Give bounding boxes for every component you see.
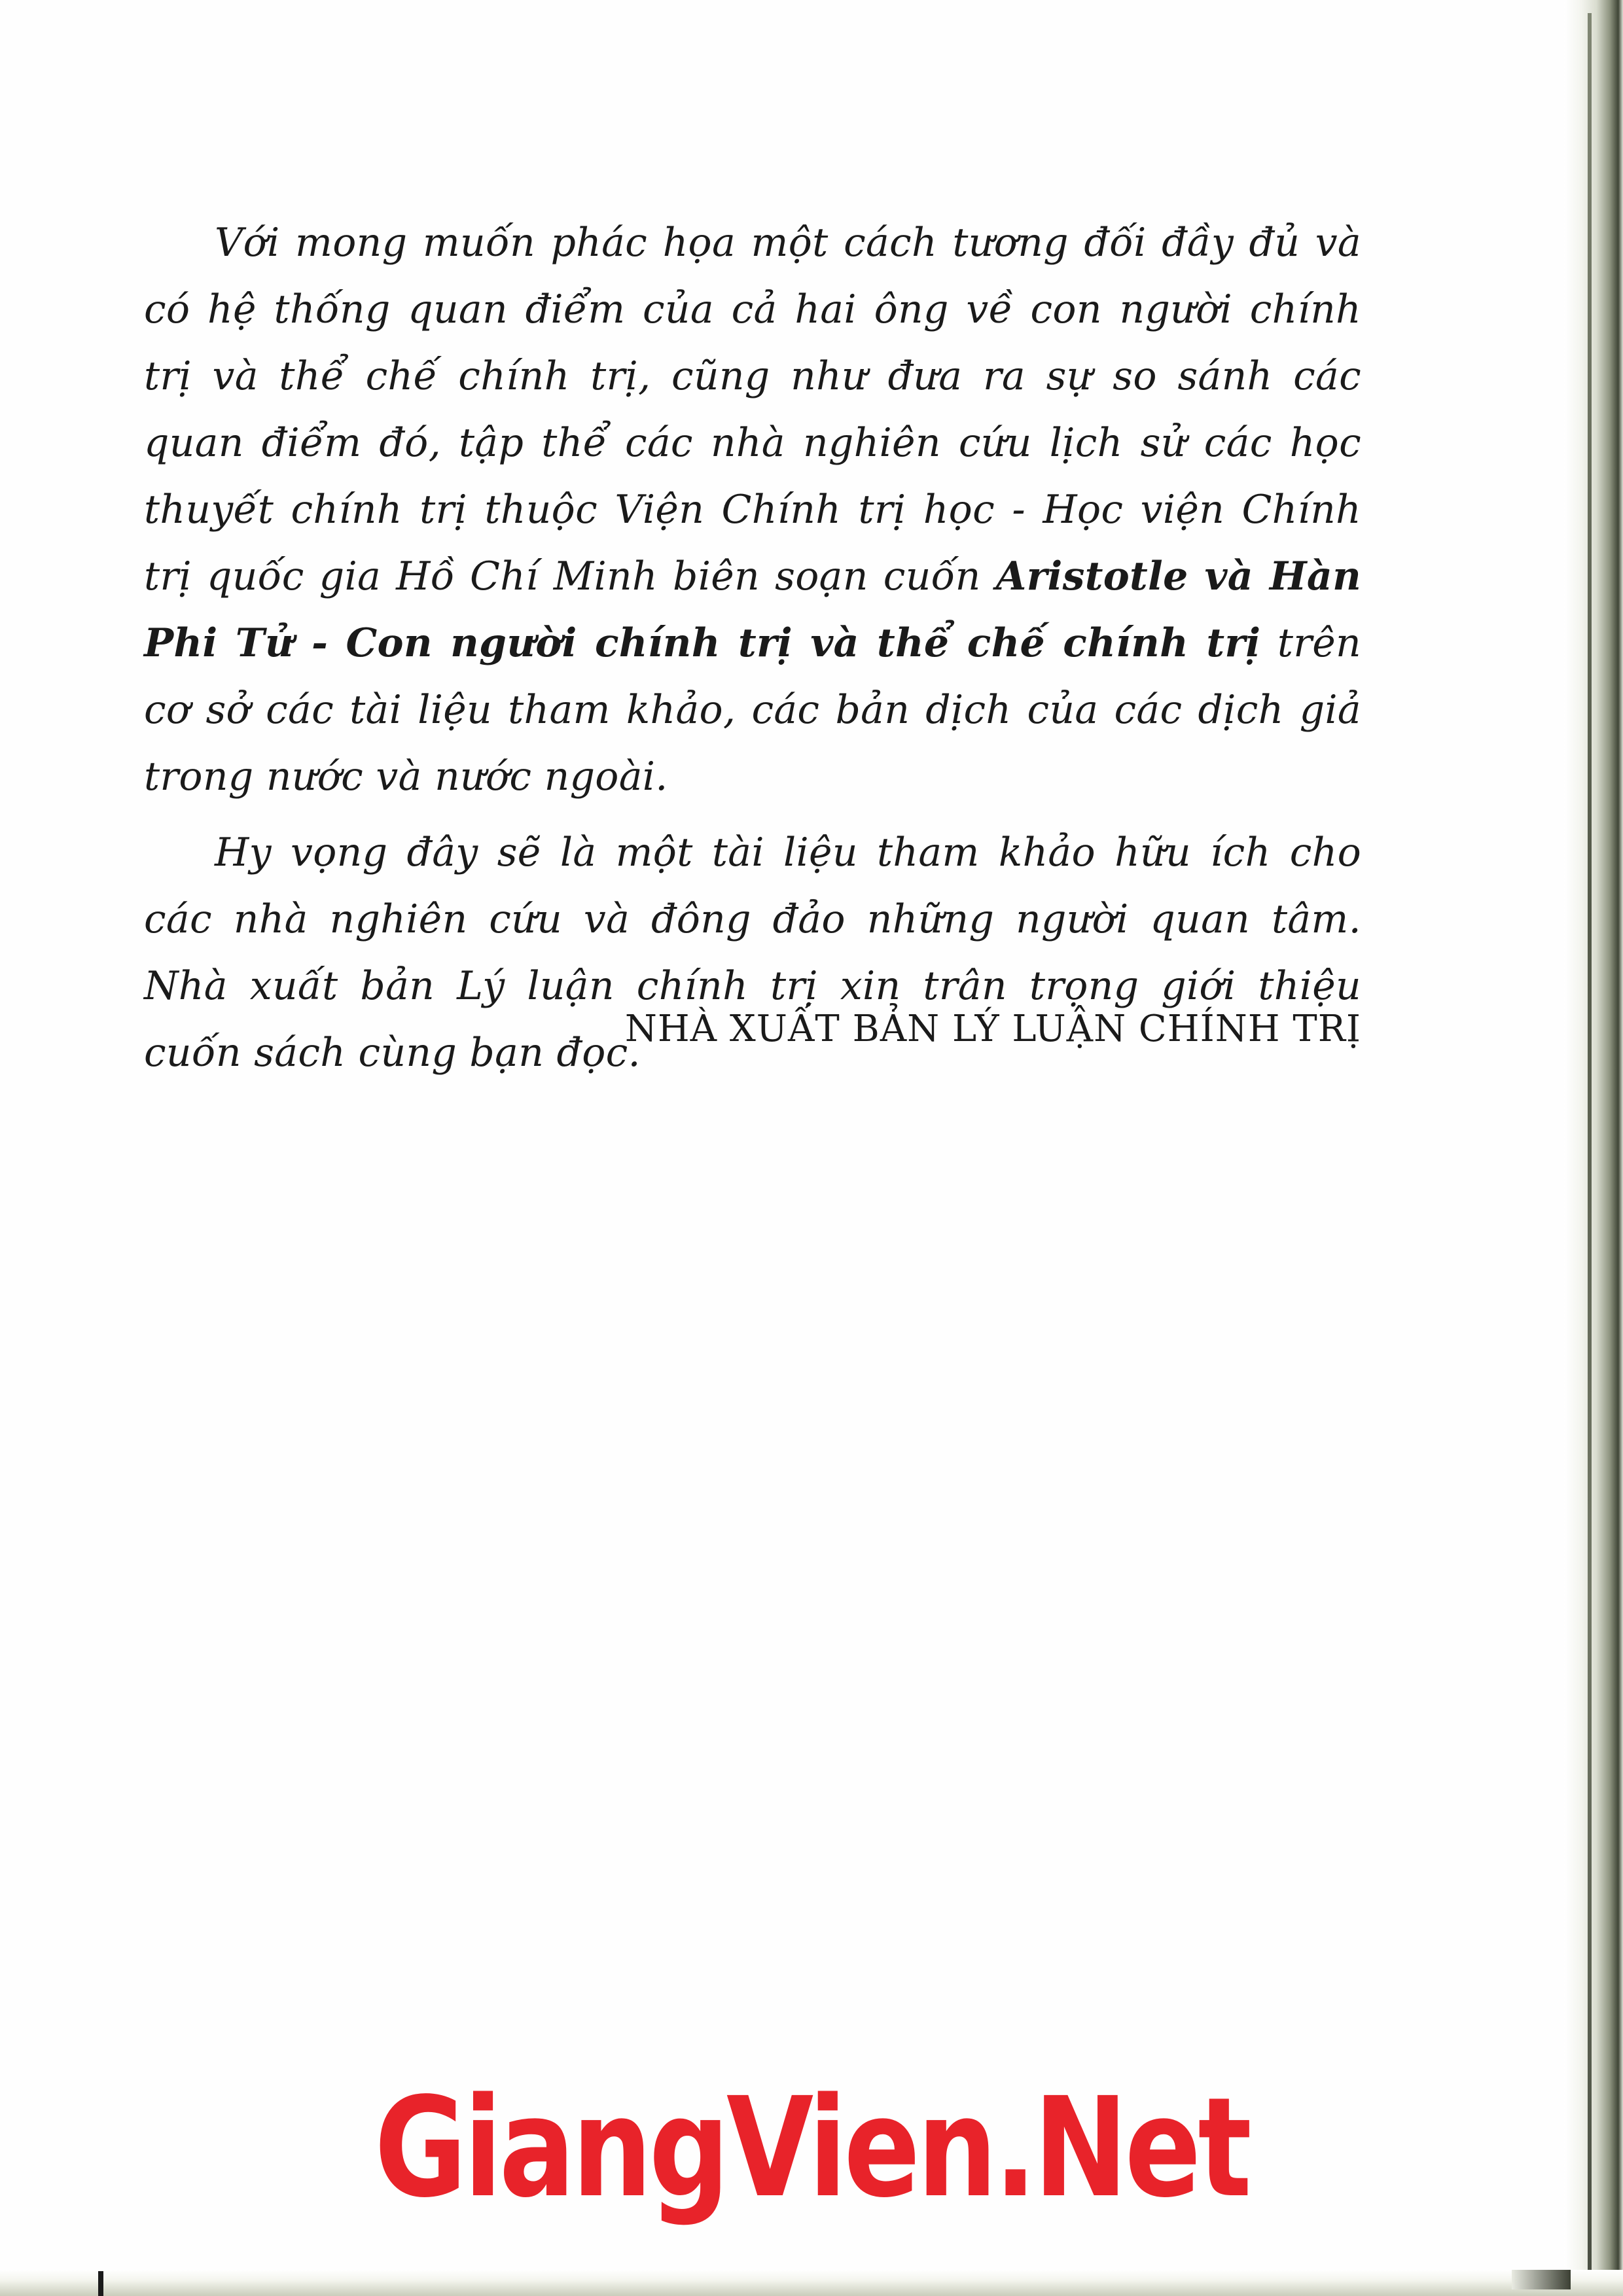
binding-edge	[1564, 0, 1623, 2296]
paragraph-1	[144, 209, 1361, 810]
paragraph-1-tail: trên cơ sở các tài liệu tham khảo, các bản dịch của các dịch giả trong nước và nước ngoài.	[144, 620, 1361, 800]
publisher-signature: NHÀ XUẤT BẢN LÝ LUẬN CHÍNH TRỊ	[624, 1008, 1361, 1050]
bottom-right-mark	[1512, 2270, 1571, 2289]
binding-shadow-line	[1588, 13, 1592, 2270]
body-text	[144, 209, 1361, 1095]
book-title: Aristotle và Hàn Phi Tử - Con người chính trị và thể chế chính trị	[144, 554, 1361, 666]
bottom-left-mark	[98, 2271, 103, 2296]
paragraph-1-lead: Với mong muốn phác họa một cách tương đối đầy đủ và có hệ thống quan điểm của cả hai ông về con người chính trị và thể chế chính trị, cũng như đưa ra sự so sánh các quan điểm đó, tập thể các nhà nghiên cứu lịch sử các học thuyết chính trị thuộc Viện Chính trị học - Học viện Chính trị quốc gia Hồ Chí Minh biên soạn cuốn	[144, 220, 1361, 599]
bottom-edge-strip	[0, 2270, 1623, 2296]
watermark-logo: GiangVien.Net	[374, 2068, 1249, 2228]
paragraph-2: Hy vọng đây sẽ là một tài liệu tham khảo hữu ích cho các nhà nghiên cứu và đông đảo những người quan tâm. Nhà xuất bản Lý luận chính trị xin trân trọng giới thiệu cuốn sách cùng bạn đọc.	[144, 830, 1361, 1076]
